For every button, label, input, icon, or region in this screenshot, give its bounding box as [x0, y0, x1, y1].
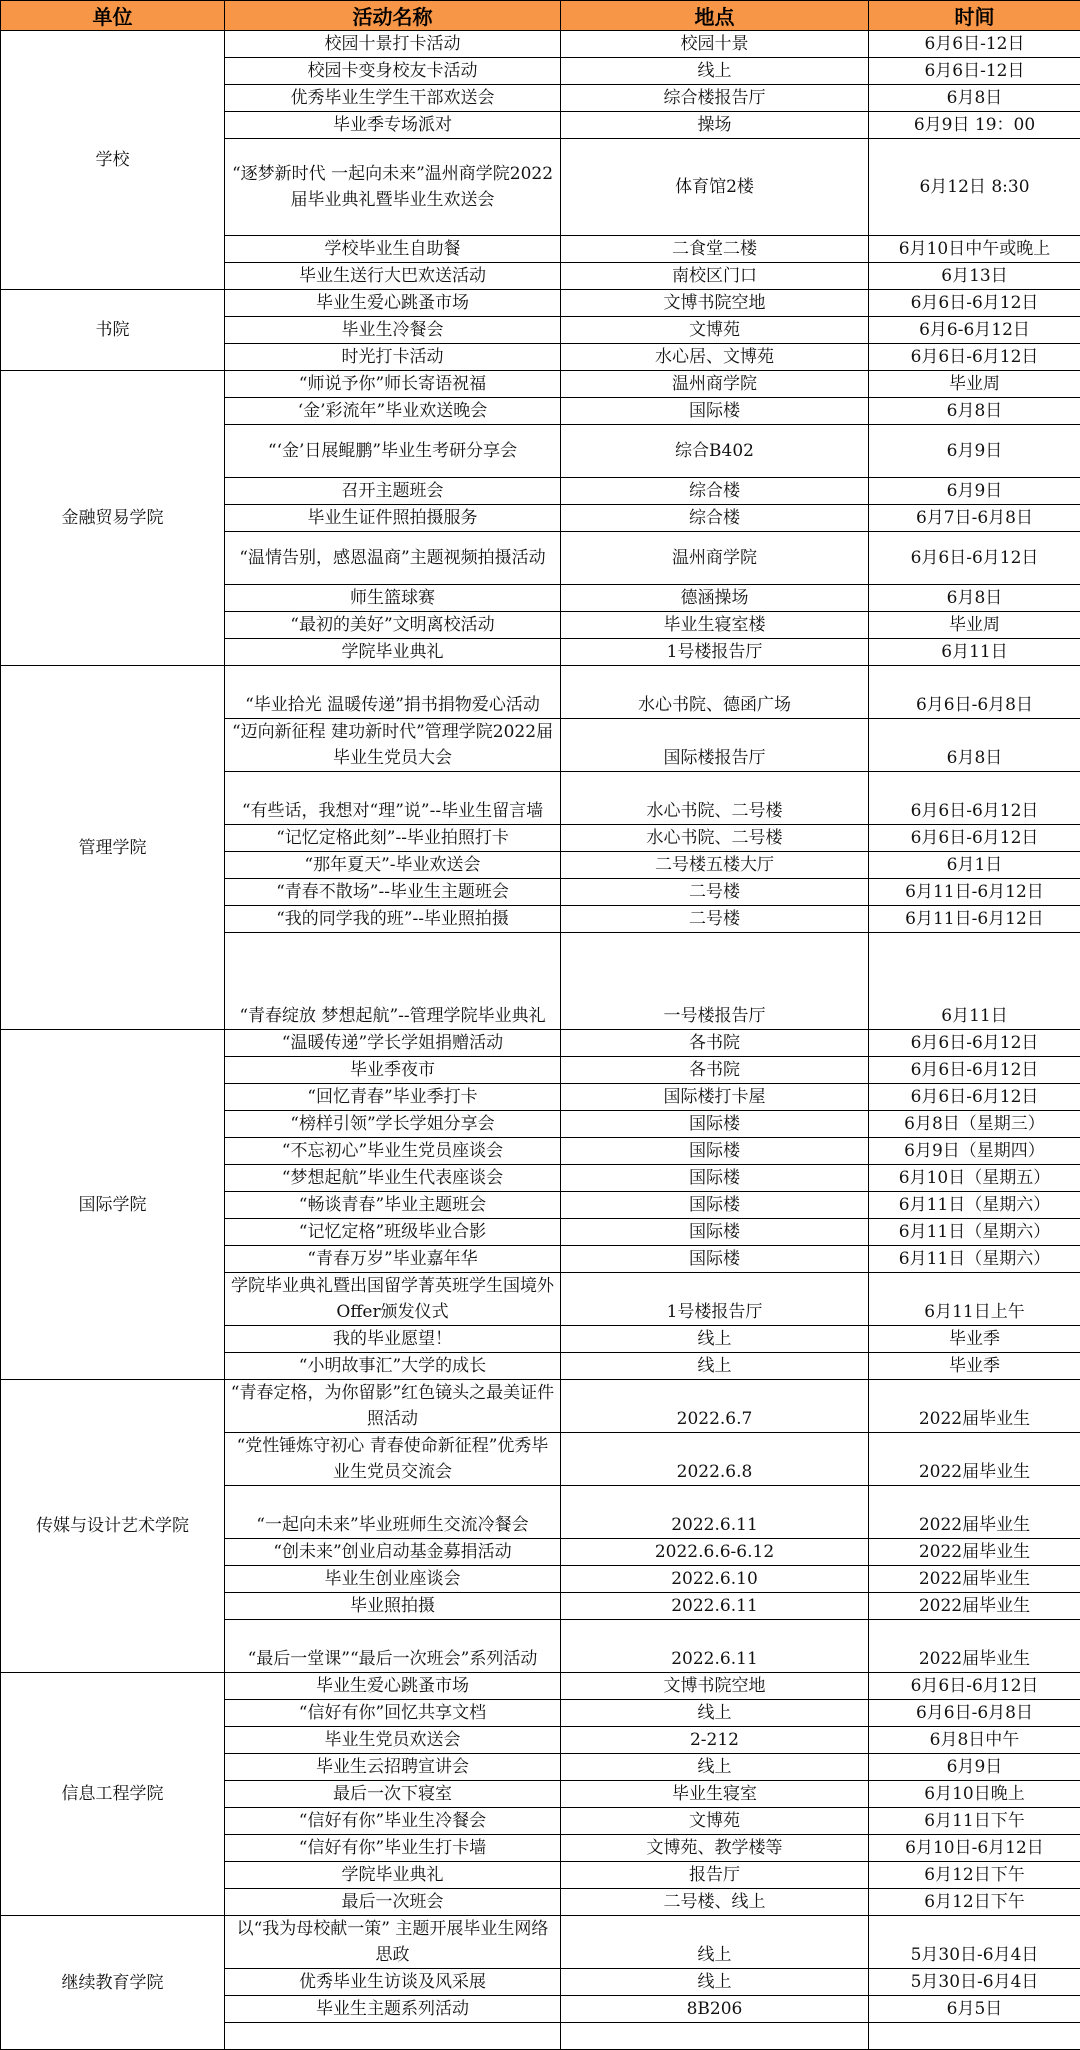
location-cell: 体育馆2楼 [561, 139, 869, 236]
activity-name-cell [225, 2023, 561, 2050]
location-cell: 2022.6.11 [561, 1620, 869, 1673]
activity-name-cell: 毕业生党员欢送会 [225, 1727, 561, 1754]
location-cell: 各书院 [561, 1057, 869, 1084]
location-cell: 温州商学院 [561, 371, 869, 398]
activity-name-cell: “记忆定格”班级毕业合影 [225, 1219, 561, 1246]
time-cell: 6月11日下午 [869, 1808, 1080, 1835]
time-cell: 2022届毕业生 [869, 1566, 1080, 1593]
time-cell: 6月11日 [869, 933, 1080, 1030]
time-cell: 6月10日晚上 [869, 1781, 1080, 1808]
location-cell: 文博苑 [561, 317, 869, 344]
activity-name-cell: “回忆青春”毕业季打卡 [225, 1084, 561, 1111]
time-cell: 6月11日 [869, 639, 1080, 666]
time-cell: 6月11日上午 [869, 1273, 1080, 1326]
time-cell: 6月6日-6月12日 [869, 290, 1080, 317]
activity-name-cell: 毕业生送行大巴欢送活动 [225, 263, 561, 290]
location-cell: 国际楼 [561, 1138, 869, 1165]
table-row [1, 666, 1080, 719]
time-cell: 6月6-6月12日 [869, 317, 1080, 344]
time-cell: 2022届毕业生 [869, 1539, 1080, 1566]
activity-name-cell: “最初的美好”文明离校活动 [225, 612, 561, 639]
activity-name-cell: “最后一堂课”“最后一次班会”系列活动 [225, 1620, 561, 1673]
location-cell: 德涵操场 [561, 585, 869, 612]
location-cell: 文博书院空地 [561, 1673, 869, 1700]
activity-name-cell: “逐梦新时代 一起向未来”温州商学院2022届毕业典礼暨毕业生欢送会 [225, 139, 561, 236]
time-cell: 6月9日 [869, 1754, 1080, 1781]
header-activity-name: 活动名称 [225, 1, 561, 31]
activity-name-cell: “记忆定格此刻”--毕业拍照打卡 [225, 825, 561, 852]
table-row [1, 1916, 1080, 1969]
activity-name-cell: 毕业生冷餐会 [225, 317, 561, 344]
time-cell: 6月8日 [869, 719, 1080, 772]
location-cell: 二号楼 [561, 906, 869, 933]
location-cell: 综合楼报告厅 [561, 85, 869, 112]
time-cell: 2022届毕业生 [869, 1486, 1080, 1539]
location-cell: 2022.6.11 [561, 1486, 869, 1539]
activity-name-cell: 学校毕业生自助餐 [225, 236, 561, 263]
activity-name-cell: 毕业季夜市 [225, 1057, 561, 1084]
location-cell: 2022.6.6-6.12 [561, 1539, 869, 1566]
unit-cell: 管理学院 [1, 666, 225, 1030]
location-cell: 8B206 [561, 1996, 869, 2023]
time-cell: 6月8日（星期三） [869, 1111, 1080, 1138]
time-cell: 6月12日下午 [869, 1889, 1080, 1916]
location-cell: 水心书院、二号楼 [561, 772, 869, 825]
time-cell: 6月12日 8:30 [869, 139, 1080, 236]
time-cell: 6月5日 [869, 1996, 1080, 2023]
activity-name-cell: 校园十景打卡活动 [225, 31, 561, 58]
time-cell: 6月1日 [869, 852, 1080, 879]
location-cell: 线上 [561, 1969, 869, 1996]
time-cell: 6月11日（星期六） [869, 1246, 1080, 1273]
time-cell: 6月8日中午 [869, 1727, 1080, 1754]
time-cell: 6月6日-6月12日 [869, 1673, 1080, 1700]
location-cell: 国际楼 [561, 1219, 869, 1246]
unit-cell: 学校 [1, 31, 225, 290]
time-cell: 毕业周 [869, 612, 1080, 639]
activity-name-cell: “小明故事汇”大学的成长 [225, 1353, 561, 1380]
location-cell: 线上 [561, 1916, 869, 1969]
time-cell: 6月7日-6月8日 [869, 505, 1080, 532]
activity-name-cell: 毕业生创业座谈会 [225, 1566, 561, 1593]
location-cell: 文博书院空地 [561, 290, 869, 317]
activity-name-cell: 我的毕业愿望！ [225, 1326, 561, 1353]
location-cell: 线上 [561, 1326, 869, 1353]
time-cell: 6月6日-6月12日 [869, 532, 1080, 585]
time-cell: 2022届毕业生 [869, 1593, 1080, 1620]
location-cell: 综合B402 [561, 425, 869, 478]
location-cell: 线上 [561, 1700, 869, 1727]
unit-cell: 书院 [1, 290, 225, 371]
activity-name-cell: “党性锤炼守初心 青春使命新征程”优秀毕业生党员交流会 [225, 1433, 561, 1486]
location-cell: 2-212 [561, 1727, 869, 1754]
time-cell: 6月6日-6月8日 [869, 1700, 1080, 1727]
activity-name-cell: “师说予你”师长寄语祝福 [225, 371, 561, 398]
location-cell: 水心书院、二号楼 [561, 825, 869, 852]
table-row [1, 31, 1080, 58]
activity-name-cell: 毕业照拍摄 [225, 1593, 561, 1620]
time-cell: 毕业季 [869, 1326, 1080, 1353]
location-cell: 一号楼报告厅 [561, 933, 869, 1030]
activity-name-cell: “青春定格，为你留影”红色镜头之最美证件照活动 [225, 1380, 561, 1433]
location-cell: 水心书院、德函广场 [561, 666, 869, 719]
time-cell: 6月11日-6月12日 [869, 906, 1080, 933]
location-cell: 温州商学院 [561, 532, 869, 585]
table-row [1, 1380, 1080, 1433]
time-cell: 6月11日（星期六） [869, 1192, 1080, 1219]
unit-cell: 国际学院 [1, 1030, 225, 1380]
unit-cell: 金融贸易学院 [1, 371, 225, 666]
time-cell: 6月10日-6月12日 [869, 1835, 1080, 1862]
activity-name-cell: 校园卡变身校友卡活动 [225, 58, 561, 85]
activity-name-cell: 学院毕业典礼 [225, 639, 561, 666]
activity-name-cell: 师生篮球赛 [225, 585, 561, 612]
time-cell: 6月8日 [869, 585, 1080, 612]
activity-name-cell: 召开主题班会 [225, 478, 561, 505]
activity-name-cell: 毕业生云招聘宣讲会 [225, 1754, 561, 1781]
header-unit: 单位 [1, 1, 225, 31]
activity-name-cell: 优秀毕业生访谈及风采展 [225, 1969, 561, 1996]
location-cell: 国际楼报告厅 [561, 719, 869, 772]
activity-name-cell: 毕业生爱心跳蚤市场 [225, 290, 561, 317]
time-cell: 6月9日 19：00 [869, 112, 1080, 139]
time-cell: 毕业季 [869, 1353, 1080, 1380]
location-cell: 线上 [561, 1754, 869, 1781]
activity-name-cell: “迈向新征程 建功新时代”管理学院2022届毕业生党员大会 [225, 719, 561, 772]
activity-name-cell: ‘金’彩流年”毕业欢送晚会 [225, 398, 561, 425]
table-row [1, 1030, 1080, 1057]
location-cell: 综合楼 [561, 505, 869, 532]
location-cell: 国际楼 [561, 1192, 869, 1219]
time-cell: 6月6日-6月12日 [869, 1030, 1080, 1057]
activity-name-cell: “那年夏天”-毕业欢送会 [225, 852, 561, 879]
location-cell: 二号楼、线上 [561, 1889, 869, 1916]
time-cell: 6月6日-6月8日 [869, 666, 1080, 719]
activity-name-cell: “创未来”创业启动基金募捐活动 [225, 1539, 561, 1566]
time-cell: 5月30日-6月4日 [869, 1916, 1080, 1969]
time-cell: 6月9日（星期四） [869, 1138, 1080, 1165]
header-time: 时间 [869, 1, 1080, 31]
activity-name-cell: “不忘初心”毕业生党员座谈会 [225, 1138, 561, 1165]
location-cell: 水心居、文博苑 [561, 344, 869, 371]
activity-name-cell: “温情告别，感恩温商”主题视频拍摄活动 [225, 532, 561, 585]
activity-name-cell: “青春绽放 梦想起航”--管理学院毕业典礼 [225, 933, 561, 1030]
activity-name-cell: 毕业生证件照拍摄服务 [225, 505, 561, 532]
location-cell: 1号楼报告厅 [561, 1273, 869, 1326]
location-cell: 校园十景 [561, 31, 869, 58]
time-cell: 6月8日 [869, 398, 1080, 425]
activity-name-cell: “毕业拾光 温暖传递”捐书捐物爱心活动 [225, 666, 561, 719]
time-cell: 6月13日 [869, 263, 1080, 290]
activity-name-cell: 最后一次下寝室 [225, 1781, 561, 1808]
activity-name-cell: 毕业生主题系列活动 [225, 1996, 561, 2023]
time-cell: 2022届毕业生 [869, 1380, 1080, 1433]
time-cell: 6月6日-6月12日 [869, 825, 1080, 852]
activity-name-cell: 以“我为母校献一策” 主题开展毕业生网络思政 [225, 1916, 561, 1969]
location-cell: 毕业生寝室 [561, 1781, 869, 1808]
location-cell: 国际楼 [561, 1165, 869, 1192]
time-cell [869, 2023, 1080, 2050]
time-cell: 6月6日-6月12日 [869, 344, 1080, 371]
activity-name-cell: “信好有你”毕业生打卡墙 [225, 1835, 561, 1862]
time-cell: 2022届毕业生 [869, 1620, 1080, 1673]
location-cell: 1号楼报告厅 [561, 639, 869, 666]
time-cell: 6月11日（星期六） [869, 1219, 1080, 1246]
table-row [1, 371, 1080, 398]
location-cell: 2022.6.8 [561, 1433, 869, 1486]
location-cell: 二号楼 [561, 879, 869, 906]
time-cell: 2022届毕业生 [869, 1433, 1080, 1486]
time-cell: 6月6日-6月12日 [869, 1057, 1080, 1084]
location-cell: 国际楼 [561, 1246, 869, 1273]
activity-name-cell: “青春不散场”--毕业生主题班会 [225, 879, 561, 906]
activity-name-cell: 学院毕业典礼暨出国留学菁英班学生国境外Offer颁发仪式 [225, 1273, 561, 1326]
location-cell: 国际楼 [561, 398, 869, 425]
time-cell: 6月9日 [869, 425, 1080, 478]
location-cell [561, 2023, 869, 2050]
unit-cell: 信息工程学院 [1, 1673, 225, 1916]
time-cell: 毕业周 [869, 371, 1080, 398]
activity-name-cell: “青春万岁”毕业嘉年华 [225, 1246, 561, 1273]
time-cell: 6月10日中午或晚上 [869, 236, 1080, 263]
activity-name-cell: “梦想起航”毕业生代表座谈会 [225, 1165, 561, 1192]
time-cell: 6月11日-6月12日 [869, 879, 1080, 906]
header-location: 地点 [561, 1, 869, 31]
time-cell: 6月6日-12日 [869, 58, 1080, 85]
table-body [1, 31, 1080, 2050]
activity-name-cell: 优秀毕业生学生干部欢送会 [225, 85, 561, 112]
activity-name-cell: “信好有你”回忆共享文档 [225, 1700, 561, 1727]
activity-name-cell: “我的同学我的班”--毕业照拍摄 [225, 906, 561, 933]
unit-cell: 传媒与设计艺术学院 [1, 1380, 225, 1673]
location-cell: 二食堂二楼 [561, 236, 869, 263]
activity-name-cell: “信好有你”毕业生冷餐会 [225, 1808, 561, 1835]
activity-name-cell: 学院毕业典礼 [225, 1862, 561, 1889]
location-cell: 2022.6.7 [561, 1380, 869, 1433]
location-cell: 二号楼五楼大厅 [561, 852, 869, 879]
time-cell: 6月6日-6月12日 [869, 772, 1080, 825]
location-cell: 线上 [561, 1353, 869, 1380]
table-row [1, 290, 1080, 317]
location-cell: 各书院 [561, 1030, 869, 1057]
time-cell: 6月9日 [869, 478, 1080, 505]
table-row [1, 1673, 1080, 1700]
time-cell: 6月6日-12日 [869, 31, 1080, 58]
activity-name-cell: 毕业生爱心跳蚤市场 [225, 1673, 561, 1700]
location-cell: 综合楼 [561, 478, 869, 505]
location-cell: 线上 [561, 58, 869, 85]
activity-name-cell: 最后一次班会 [225, 1889, 561, 1916]
activity-name-cell: “一起向未来”毕业班师生交流冷餐会 [225, 1486, 561, 1539]
activity-name-cell: 时光打卡活动 [225, 344, 561, 371]
location-cell: 操场 [561, 112, 869, 139]
location-cell: 报告厅 [561, 1862, 869, 1889]
location-cell: 国际楼打卡屋 [561, 1084, 869, 1111]
unit-cell: 继续教育学院 [1, 1916, 225, 2050]
location-cell: 国际楼 [561, 1111, 869, 1138]
activity-name-cell: “榜样引领”学长学姐分享会 [225, 1111, 561, 1138]
activity-name-cell: 毕业季专场派对 [225, 112, 561, 139]
header-row [1, 1, 1080, 31]
time-cell: 5月30日-6月4日 [869, 1969, 1080, 1996]
activity-name-cell: “‘金’日展鲲鹏”毕业生考研分享会 [225, 425, 561, 478]
time-cell: 6月6日-6月12日 [869, 1084, 1080, 1111]
time-cell: 6月12日下午 [869, 1862, 1080, 1889]
time-cell: 6月10日（星期五） [869, 1165, 1080, 1192]
location-cell: 文博苑、教学楼等 [561, 1835, 869, 1862]
location-cell: 2022.6.11 [561, 1593, 869, 1620]
location-cell: 文博苑 [561, 1808, 869, 1835]
activity-name-cell: “温暖传递”学长学姐捐赠活动 [225, 1030, 561, 1057]
activity-name-cell: “畅谈青春”毕业主题班会 [225, 1192, 561, 1219]
location-cell: 南校区门口 [561, 263, 869, 290]
location-cell: 毕业生寝室楼 [561, 612, 869, 639]
activity-name-cell: “有些话，我想对“理”说”--毕业生留言墙 [225, 772, 561, 825]
time-cell: 6月8日 [869, 85, 1080, 112]
location-cell: 2022.6.10 [561, 1566, 869, 1593]
